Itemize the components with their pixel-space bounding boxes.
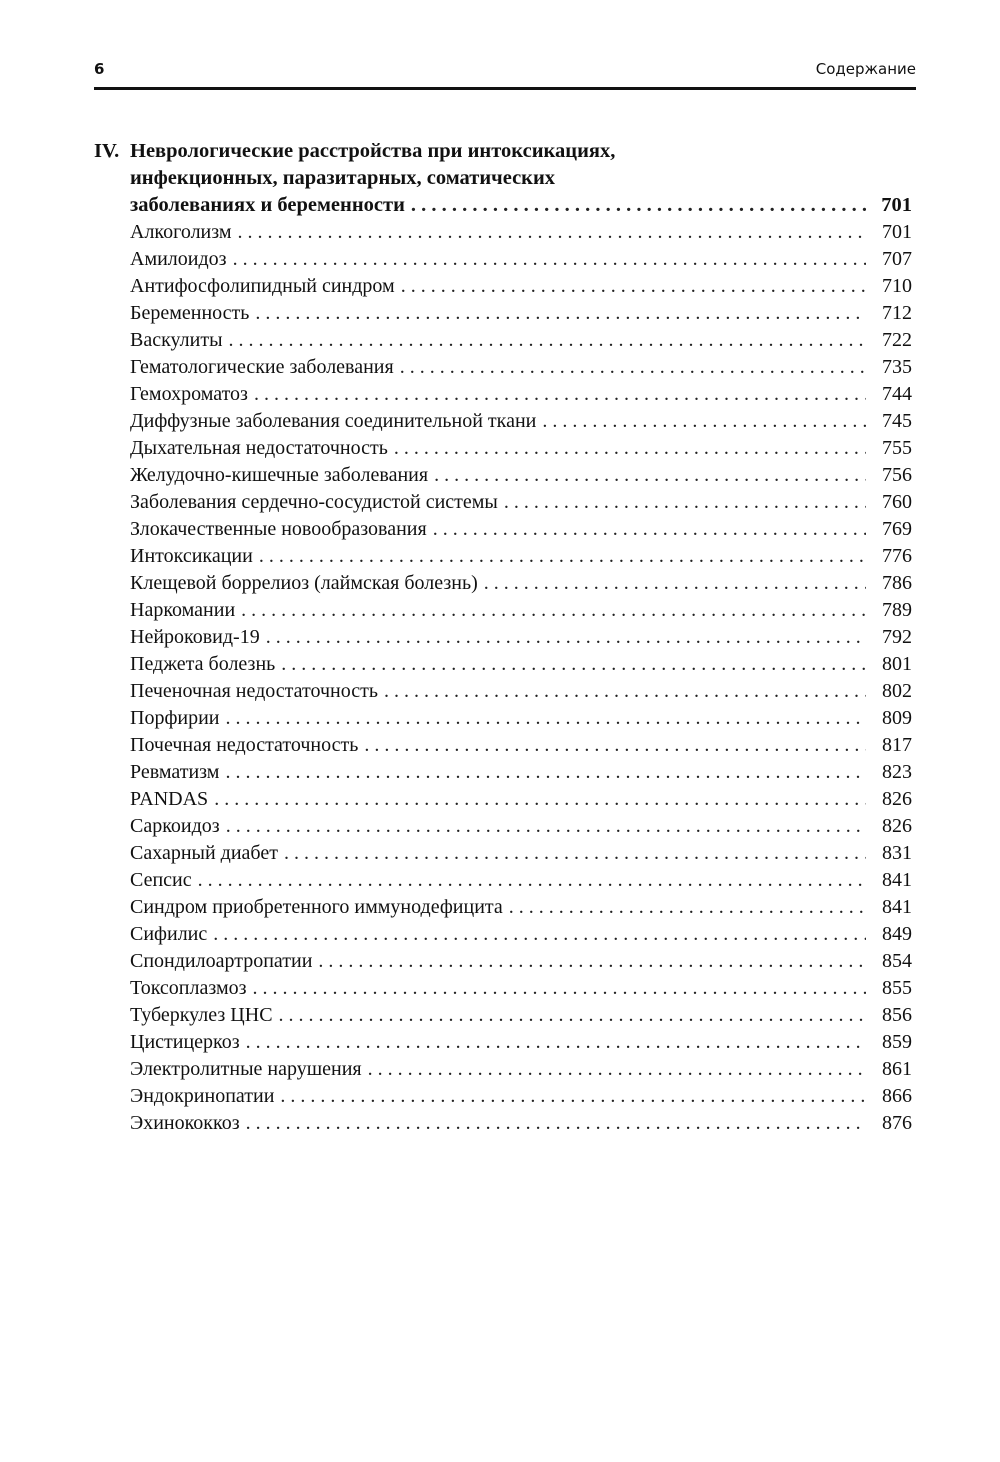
dot-leader	[401, 273, 866, 300]
toc-entry	[130, 570, 912, 597]
dot-leader	[504, 489, 866, 516]
toc-entry	[130, 1002, 912, 1029]
toc-entry-page: 856	[882, 1004, 912, 1026]
toc-entry	[130, 516, 912, 543]
dot-leader	[411, 192, 866, 219]
dot-leader	[214, 786, 866, 813]
toc-entry-page: 859	[882, 1031, 912, 1053]
toc-entry-page: 744	[882, 383, 912, 405]
toc-entry-page: 809	[882, 707, 912, 729]
dot-leader	[318, 948, 866, 975]
dot-leader	[542, 408, 866, 435]
toc-entry-title: Эндокринопатии	[130, 1085, 275, 1107]
toc-entry	[130, 732, 912, 759]
toc-entry-title: Гематологические заболевания	[130, 356, 394, 378]
chapter-number: IV.	[94, 140, 120, 162]
chapter-title-line: Неврологические расстройства при интоксикациях,	[130, 140, 616, 162]
toc-entry-title: Нейроковид-19	[130, 626, 260, 648]
toc-entry-page: 849	[882, 923, 912, 945]
toc-entry-page: 802	[882, 680, 912, 702]
toc-entry	[130, 813, 912, 840]
toc-entry	[130, 219, 912, 246]
toc-entry-title: Порфирии	[130, 707, 220, 729]
page-header	[94, 58, 916, 84]
dot-leader	[246, 1110, 866, 1137]
dot-leader	[226, 705, 866, 732]
toc-entry	[130, 1029, 912, 1056]
dot-leader	[509, 894, 866, 921]
dot-leader	[238, 219, 866, 246]
dot-leader	[368, 1056, 866, 1083]
toc-entry-page: 854	[882, 950, 912, 972]
toc-entry-title: Амилоидоз	[130, 248, 227, 270]
toc-entry-page: 755	[882, 437, 912, 459]
toc-entry-title: Заболевания сердечно-сосудистой системы	[130, 491, 498, 513]
toc-entry-page: 841	[882, 896, 912, 918]
toc-entry-page: 817	[882, 734, 912, 756]
toc-entry	[130, 948, 912, 975]
dot-leader	[198, 867, 866, 894]
toc-entry-page: 776	[882, 545, 912, 567]
toc-entry	[130, 543, 912, 570]
toc-entry	[130, 300, 912, 327]
toc-entry-title: Почечная недостаточность	[130, 734, 359, 756]
toc-entry	[130, 624, 912, 651]
toc-entry-page: 841	[882, 869, 912, 891]
toc-entry-page: 823	[882, 761, 912, 783]
chapter-title-line: инфекционных, паразитарных, соматических	[130, 167, 556, 189]
dot-leader	[394, 435, 866, 462]
dot-leader	[400, 354, 866, 381]
dot-leader	[484, 570, 866, 597]
dot-leader	[433, 516, 866, 543]
toc-entry-title: Сепсис	[130, 869, 192, 891]
toc-entry-page: 786	[882, 572, 912, 594]
toc-entry-page: 710	[882, 275, 912, 297]
toc-entry-page: 722	[882, 329, 912, 351]
toc-entry	[130, 1056, 912, 1083]
toc-entry	[130, 489, 912, 516]
dot-leader	[434, 462, 866, 489]
toc-entry	[130, 246, 912, 273]
toc-entry	[130, 867, 912, 894]
toc-entry-title: Саркоидоз	[130, 815, 220, 837]
toc-entry-title: Антифосфолипидный синдром	[130, 275, 395, 297]
toc-entry-page: 745	[882, 410, 912, 432]
chapter-page: 701	[881, 194, 912, 216]
toc-entry-page: 735	[882, 356, 912, 378]
dot-leader	[280, 1083, 866, 1110]
toc-entry-title: Сифилис	[130, 923, 208, 945]
toc-entry	[130, 1083, 912, 1110]
dot-leader	[246, 1029, 866, 1056]
table-of-contents	[94, 138, 912, 1137]
toc-entry	[130, 759, 912, 786]
header-rule	[94, 87, 916, 90]
toc-entry-page: 701	[882, 221, 912, 243]
dot-leader	[284, 840, 866, 867]
dot-leader	[281, 651, 866, 678]
toc-entry-title: Ревматизм	[130, 761, 220, 783]
toc-entry	[130, 327, 912, 354]
chapter-heading	[94, 138, 912, 219]
dot-leader	[241, 597, 866, 624]
toc-entry-title: Алкоголизм	[130, 221, 232, 243]
toc-entry-title: Дыхательная недостаточность	[130, 437, 388, 459]
toc-entry-page: 789	[882, 599, 912, 621]
toc-entry	[130, 462, 912, 489]
toc-entry-title: Беременность	[130, 302, 250, 324]
toc-entry-title: Желудочно-кишечные заболевания	[130, 464, 429, 486]
dot-leader	[226, 813, 866, 840]
toc-entry	[130, 354, 912, 381]
chapter-title-last-row	[130, 192, 912, 219]
dot-leader	[213, 921, 866, 948]
toc-entry-title: Злокачественные новообразования	[130, 518, 427, 540]
toc-entry-title: Цистицеркоз	[130, 1031, 240, 1053]
dot-leader	[225, 759, 866, 786]
toc-entry	[130, 597, 912, 624]
toc-entry-title: Синдром приобретенного иммунодефицита	[130, 896, 503, 918]
toc-entry-title: Спондилоартропатии	[130, 950, 313, 972]
toc-entry-title: Клещевой боррелиоз (лаймская болезнь)	[130, 572, 478, 594]
toc-entry	[130, 786, 912, 813]
toc-entry-page: 831	[882, 842, 912, 864]
toc-entry	[130, 381, 912, 408]
toc-entry-page: 826	[882, 788, 912, 810]
toc-entry-title: Васкулиты	[130, 329, 223, 351]
toc-entry	[130, 273, 912, 300]
toc-entry	[130, 651, 912, 678]
dot-leader	[266, 624, 866, 651]
toc-entry-page: 760	[882, 491, 912, 513]
toc-entry-page: 866	[882, 1085, 912, 1107]
toc-entry	[130, 408, 912, 435]
toc-entry-title: Интоксикации	[130, 545, 253, 567]
toc-entry-page: 861	[882, 1058, 912, 1080]
dot-leader	[233, 246, 866, 273]
toc-entry	[130, 894, 912, 921]
toc-entry-page: 826	[882, 815, 912, 837]
toc-entry-title: Электролитные нарушения	[130, 1058, 362, 1080]
toc-entry-title: Туберкулез ЦНС	[130, 1004, 273, 1026]
toc-entry-title: Печеночная недостаточность	[130, 680, 378, 702]
toc-entry	[130, 435, 912, 462]
toc-entry-page: 855	[882, 977, 912, 999]
dot-leader	[364, 732, 866, 759]
dot-leader	[229, 327, 866, 354]
dot-leader	[384, 678, 866, 705]
toc-entry-page: 712	[882, 302, 912, 324]
dot-leader	[279, 1002, 866, 1029]
dot-leader	[259, 543, 866, 570]
running-title: Содержание	[815, 60, 916, 78]
toc-entry	[130, 678, 912, 705]
toc-entry-title: Гемохроматоз	[130, 383, 248, 405]
chapter-title-last-line: заболеваниях и беременности	[130, 194, 405, 216]
toc-entry-title: Сахарный диабет	[130, 842, 278, 864]
toc-entry-title: Педжета болезнь	[130, 653, 276, 675]
toc-entry-page: 769	[882, 518, 912, 540]
toc-entry	[130, 705, 912, 732]
toc-entry-page: 876	[882, 1112, 912, 1134]
toc-entry-title: Диффузные заболевания соединительной ткани	[130, 410, 537, 432]
page-number: 6	[94, 60, 105, 78]
toc-entry-title: PANDAS	[130, 788, 209, 810]
toc-entry-title: Эхинококкоз	[130, 1112, 240, 1134]
dot-leader	[254, 381, 866, 408]
toc-entry-title: Наркомании	[130, 599, 236, 621]
dot-leader	[255, 300, 866, 327]
dot-leader	[253, 975, 866, 1002]
toc-entry-page: 756	[882, 464, 912, 486]
toc-entry-title: Токсоплазмоз	[130, 977, 247, 999]
toc-entry-page: 792	[882, 626, 912, 648]
toc-entry-page: 801	[882, 653, 912, 675]
toc-entry	[130, 840, 912, 867]
toc-entry-page: 707	[882, 248, 912, 270]
toc-entry	[130, 921, 912, 948]
toc-entry	[130, 1110, 912, 1137]
toc-entry-list	[130, 219, 912, 1137]
toc-entry	[130, 975, 912, 1002]
